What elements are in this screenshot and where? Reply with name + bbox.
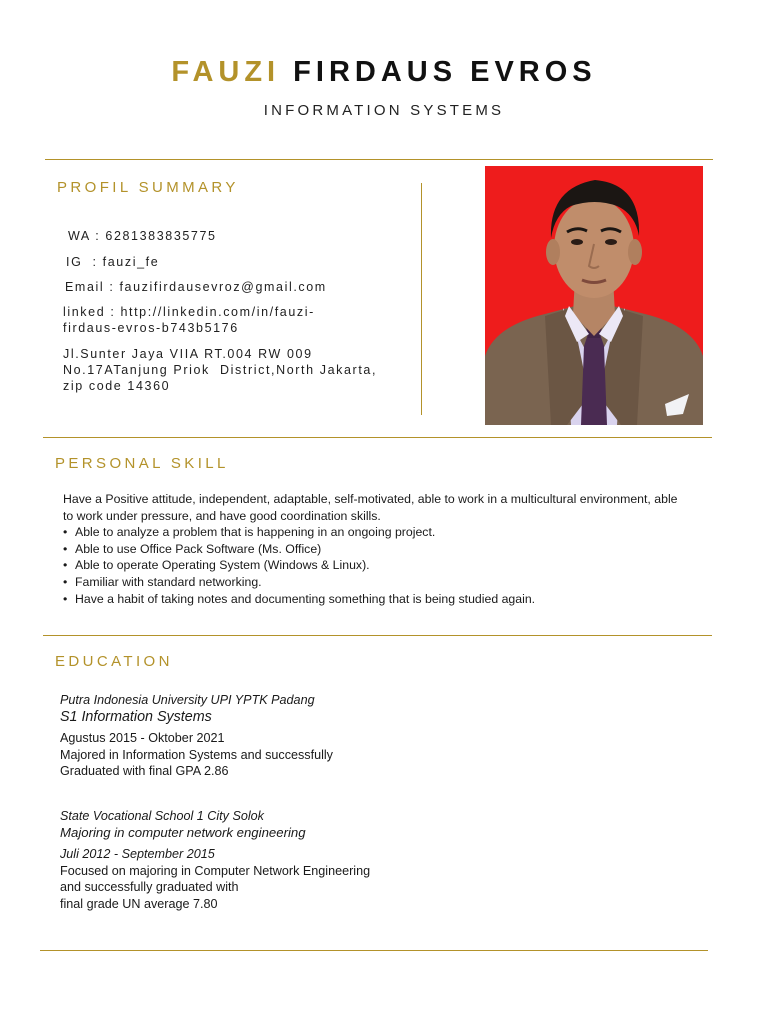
study-period: Agustus 2015 - Oktober 2021 — [60, 731, 225, 746]
address-line-2: No.17ATanjung Priok District,North Jakarta, — [63, 363, 378, 377]
education-description: Graduated with final GPA 2.86 — [60, 764, 229, 779]
education-heading: EDUCATION — [55, 653, 173, 670]
education-description: Focused on majoring in Computer Network Engineering — [60, 863, 371, 878]
skill-item: • Able to operate Operating System (Windows & Linux). — [63, 557, 683, 574]
linkedin-url-line-2: firdaus-evros-b743b5176 — [63, 321, 239, 335]
profile-summary-heading: PROFIL SUMMARY — [57, 179, 239, 196]
address-line-1: Jl.Sunter Jaya VIIA RT.004 RW 009 — [63, 347, 313, 361]
degree: S1 Information Systems — [60, 709, 212, 726]
vertical-divider — [421, 183, 422, 415]
personal-skill-heading: PERSONAL SKILL — [55, 455, 229, 472]
first-name: FAUZI — [171, 56, 281, 88]
instagram-handle: IG : fauzi_fe — [66, 255, 160, 269]
education-description: final grade UN average 7.80 — [60, 896, 218, 911]
address-line-3: zip code 14360 — [63, 379, 171, 393]
whatsapp-number: WA : 6281383835775 — [68, 229, 217, 243]
email-address: Email : fauzifirdausevroz@gmail.com — [65, 280, 327, 294]
divider-bottom — [40, 950, 708, 951]
skill-item: • Have a habit of taking notes and documenting something that is being studied again. — [63, 591, 683, 608]
skills-intro: Have a Positive attitude, independent, adaptable, self-motivated, able to work in a multicultural environment, able to work under pressure, and have good coordination skills. — [63, 492, 678, 523]
study-period: Juli 2012 - September 2015 — [60, 847, 215, 862]
education-entry-2 — [60, 808, 370, 912]
profile-photo — [485, 166, 703, 425]
portrait-illustration — [485, 166, 703, 425]
last-name: FIRDAUS EVROS — [293, 56, 597, 88]
education-description: and successfully graduated with — [60, 880, 239, 895]
degree: Majoring in computer network engineering — [60, 825, 306, 841]
divider-top — [45, 159, 713, 160]
skill-item: • Able to use Office Pack Software (Ms. Office) — [63, 541, 683, 558]
divider-after-skills — [43, 635, 712, 636]
divider-after-profile — [43, 437, 712, 438]
candidate-name — [0, 56, 768, 89]
school-name: State Vocational School 1 City Solok — [60, 809, 264, 823]
school-name: Putra Indonesia University UPI YPTK Padang — [60, 693, 315, 707]
skill-item: • Able to analyze a problem that is happening in an ongoing project. — [63, 524, 683, 541]
job-title: INFORMATION SYSTEMS — [263, 102, 505, 119]
skills-list — [63, 524, 683, 607]
personal-skill-content — [63, 491, 683, 607]
linkedin-url-line-1: linked : http://linkedin.com/in/fauzi- — [63, 305, 315, 319]
education-description: Majored in Information Systems and successfully — [60, 747, 333, 762]
home-address — [63, 346, 377, 394]
linkedin-url — [63, 304, 315, 336]
education-entry-1 — [60, 692, 333, 780]
skill-item: • Familiar with standard networking. — [63, 574, 683, 591]
